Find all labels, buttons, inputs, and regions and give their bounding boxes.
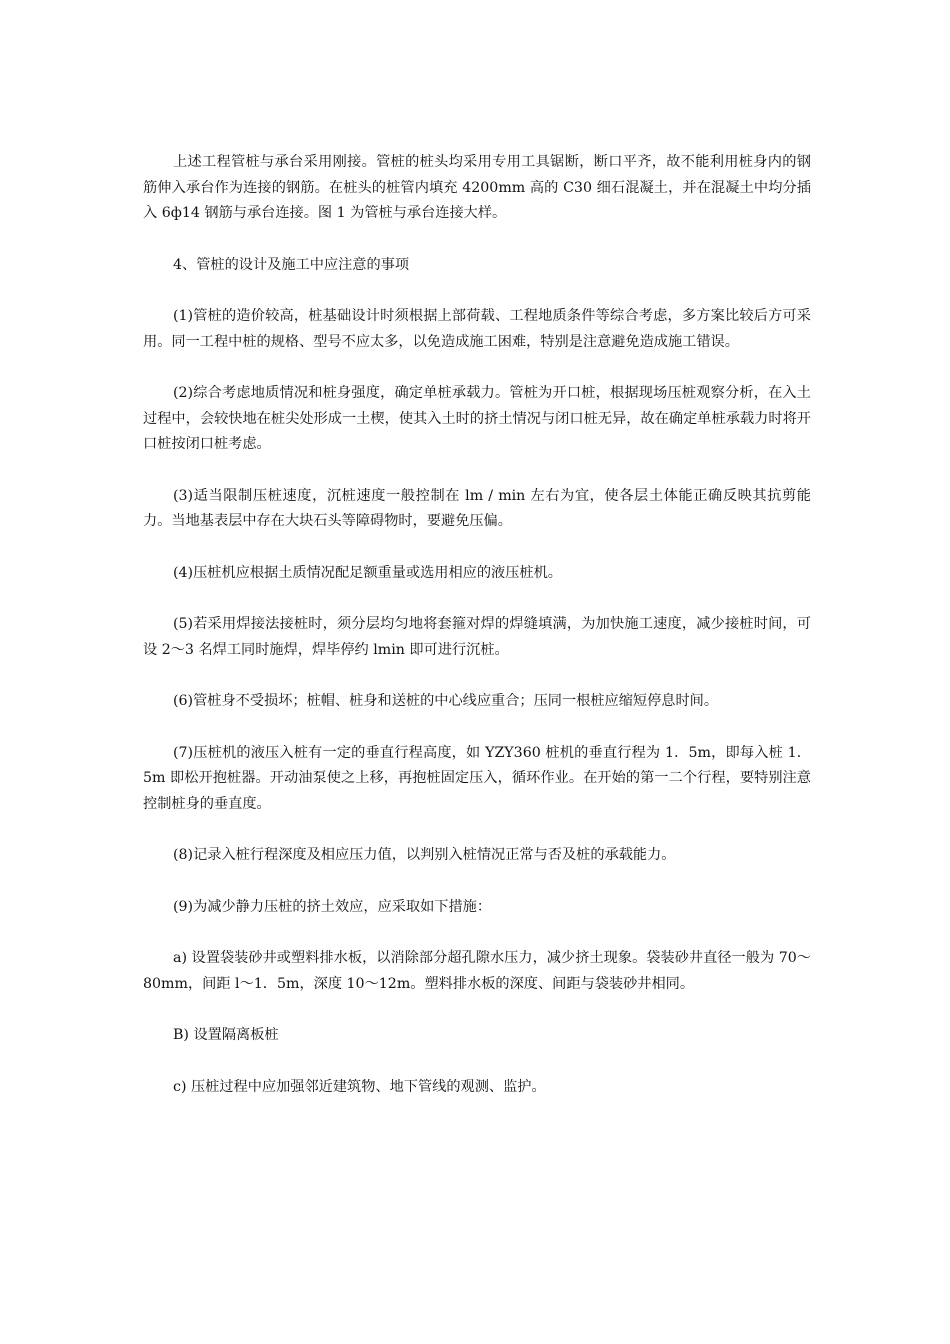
paragraph-spacer — [143, 278, 811, 304]
paragraph-spacer — [143, 227, 811, 253]
paragraph-spacer — [143, 1049, 811, 1075]
paragraph-item-8: (8)记录入桩行程深度及相应压力值，以判别入桩情况正常与否及桩的承载能力。 — [173, 847, 676, 863]
paragraph-item-6: (6)管桩身不受损坏；桩帽、桩身和送桩的中心线应重合；压同一根桩应缩短停息时间。 — [173, 693, 719, 709]
paragraph-item-7: (7)压桩机的液压入桩有一定的垂直行程高度，如 YZY360 桩机的垂直行程为 1．5m，即每入桩 1．5m 即松开抱桩器。开动油泵使之上移，再抱桩固定压入，循环作业。在开始的第一二个行程，要特别注意控制桩身的垂直度。 — [143, 744, 811, 812]
paragraph-spacer — [143, 458, 811, 484]
paragraph-spacer — [143, 869, 811, 895]
section-heading-design-notes: 4、管桩的设计及施工中应注意的事项 — [173, 256, 410, 273]
paragraph-item-1: (1)管桩的造价较高，桩基础设计时须根据上部荷载、工程地质条件等综合考虑，多方案比较后方可采用。同一工程中桩的规格、型号不应太多，以免造成施工困难，特别是注意避免造成施工错误。 — [143, 308, 811, 350]
paragraph-spacer — [143, 586, 811, 612]
paragraph-item-2: (2)综合考虑地质情况和桩身强度，确定单桩承载力。管桩为开口桩，根据现场压桩观察分析，在入土过程中，会较快地在桩尖处形成一土楔，使其入土时的挤土情况与闭口桩无异，故在确定单桩承载力时将开口桩按闭口桩考虑。 — [143, 385, 811, 452]
paragraph-measure-a: a) 设置袋装砂井或塑料排水板，以消除部分超孔隙水压力，减少挤土现象。袋装砂井直径一般为 70～80mm，间距 l～1．5m，深度 10～12m。塑料排水板的深度、间距与袋装砂井相同。 — [143, 950, 811, 992]
paragraph-item-4: (4)压桩机应根据土质情况配足额重量或选用相应的液压桩机。 — [173, 564, 562, 581]
paragraph-measure-b: B) 设置隔离板桩 — [173, 1027, 279, 1043]
paragraph-measure-c: c) 压桩过程中应加强邻近建筑物、地下管线的观测、监护。 — [173, 1078, 546, 1095]
paragraph-spacer — [143, 663, 811, 689]
paragraph-pile-cap-connection: 上述工程管桩与承台采用刚接。管桩的桩头均采用专用工具锯断，断口平齐，故不能利用桩身内的钢筋伸入承台作为连接的钢筋。在桩头的桩管内填充 4200mm 高的 C30 细石混凝土，并在混凝土中均分插入 6ф14 钢筋与承台连接。图 1 为管桩与承台连接大样。 — [143, 154, 811, 221]
paragraph-spacer — [143, 997, 811, 1023]
paragraph-spacer — [143, 535, 811, 561]
paragraph-item-9: (9)为减少静力压桩的挤土效应，应采取如下措施： — [173, 898, 492, 915]
paragraph-spacer — [143, 817, 811, 843]
paragraph-item-3: (3)适当限制压桩速度，沉桩速度一般控制在 lm / min 左右为宜，使各层土体能正确反映其抗剪能力。当地基表层中存在大块石头等障碍物时，要避免压偏。 — [143, 487, 811, 529]
paragraph-spacer — [143, 715, 811, 741]
paragraph-item-5: (5)若采用焊接法接桩时，须分层均匀地将套箍对焊的焊缝填满，为加快施工速度，减少接桩时间，可设 2～3 名焊工同时施焊，焊毕停约 lmin 即可进行沉桩。 — [143, 616, 811, 658]
document-body — [143, 150, 811, 1100]
paragraph-spacer — [143, 920, 811, 946]
paragraph-spacer — [143, 355, 811, 381]
